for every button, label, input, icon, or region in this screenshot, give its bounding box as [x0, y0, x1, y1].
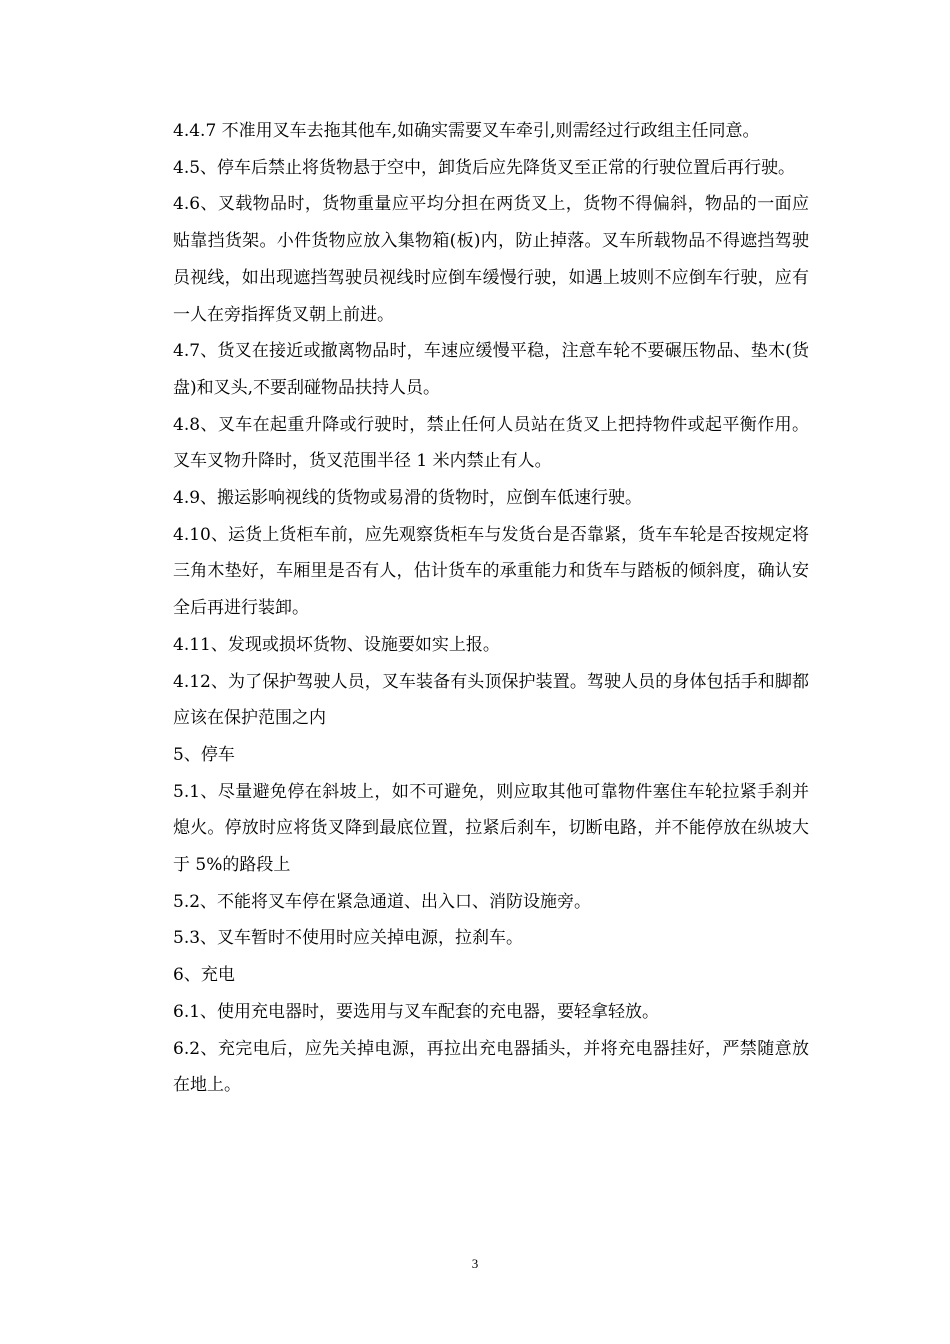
section-heading-charging: 6、充电: [173, 965, 235, 986]
document-body: [173, 113, 809, 1104]
paragraph-5-3: 5.3、叉车暂时不使用时应关掉电源，拉刹车。: [173, 928, 524, 949]
paragraph-4-7: 4.7、货叉在接近或撤离物品时，车速应缓慢平稳，注意车轮不要碾压物品、垫木(货盘)和叉头,不要刮碰物品扶持人员。: [173, 341, 809, 398]
paragraph-4-6: 4.6、叉载物品时，货物重量应平均分担在两货叉上，货物不得偏斜，物品的一面应贴靠挡货架。小件货物应放入集物箱(板)内，防止掉落。叉车所载物品不得遮挡驾驶员视线，如出现遮挡驾驶员视线时应倒车缓慢行驶，如遇上坡则不应倒车行驶，应有一人在旁指挥货叉朝上前进。: [173, 194, 809, 325]
paragraph-5-1: 5.1、尽量避免停在斜坡上，如不可避免，则应取其他可靠物件塞住车轮拉紧手刹并熄火。停放时应将货叉降到最底位置，拉紧后刹车，切断电路，并不能停放在纵坡大于 5%的路段上: [173, 781, 809, 876]
paragraph-4-8: 4.8、叉车在起重升降或行驶时，禁止任何人员站在货叉上把持物件或起平衡作用。叉车叉物升降时，货叉范围半径 1 米内禁止有人。: [173, 414, 809, 472]
paragraph-4-11: 4.11、发现或损坏货物、设施要如实上报。: [173, 634, 500, 655]
paragraph-5-2: 5.2、不能将叉车停在紧急通道、出入口、消防设施旁。: [173, 891, 592, 912]
paragraph-6-1: 6.1、使用充电器时，要选用与叉车配套的充电器，要轻拿轻放。: [173, 1001, 660, 1022]
paragraph-4-12: 4.12、为了保护驾驶人员，叉车装备有头顶保护装置。驾驶人员的身体包括手和脚都应该在保护范围之内: [173, 671, 809, 729]
page-number: 3: [471, 1256, 479, 1271]
paragraph-6-2: 6.2、充完电后，应先关掉电源，再拉出充电器插头，并将充电器挂好，严禁随意放在地上。: [173, 1038, 809, 1096]
paragraph-4-4-7: 4.4.7 不准用叉车去拖其他车,如确实需要叉车牵引,则需经过行政组主任同意。: [173, 121, 760, 141]
paragraph-4-10: 4.10、运货上货柜车前，应先观察货柜车与发货台是否靠紧，货车车轮是否按规定将三角木垫好，车厢里是否有人，估计货车的承重能力和货车与踏板的倾斜度，确认安全后再进行装卸。: [173, 524, 809, 619]
paragraph-4-5: 4.5、停车后禁止将货物悬于空中，卸货后应先降货叉至正常的行驶位置后再行驶。: [173, 157, 796, 178]
paragraph-4-9: 4.9、搬运影响视线的货物或易滑的货物时，应倒车低速行驶。: [173, 488, 643, 509]
section-heading-parking: 5、停车: [173, 744, 235, 765]
